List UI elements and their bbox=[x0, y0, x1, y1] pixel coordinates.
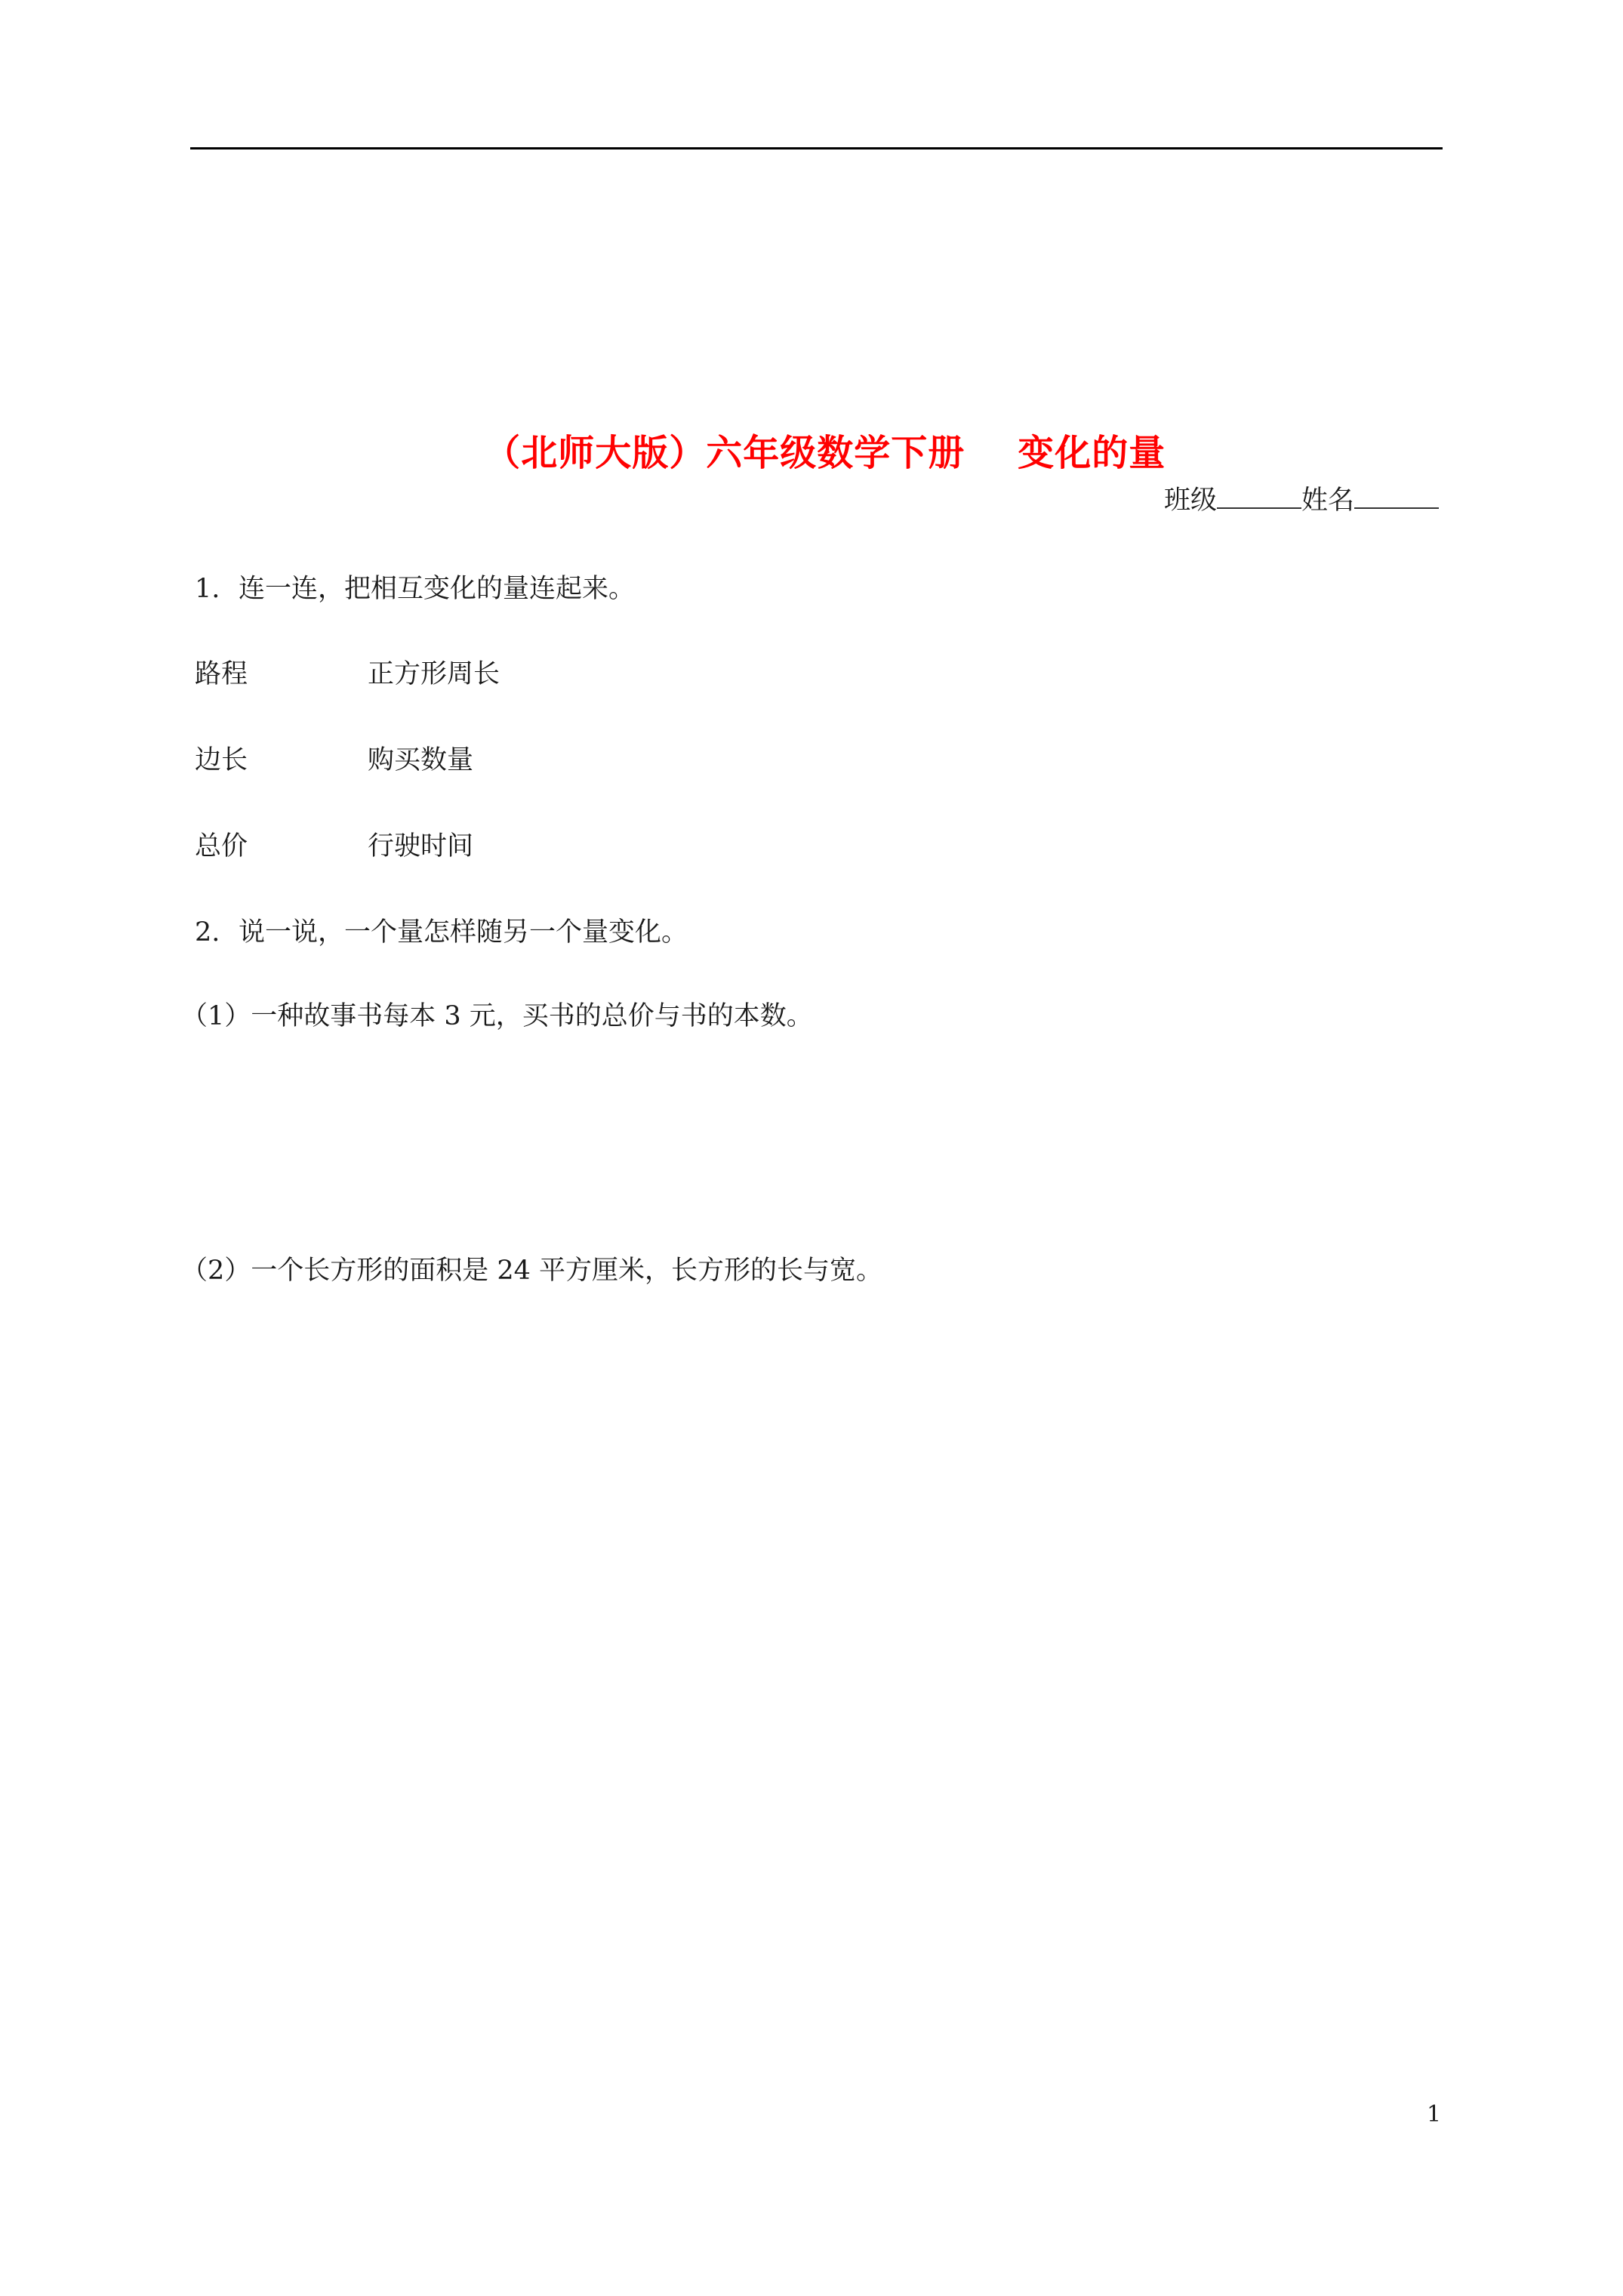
class-blank bbox=[1217, 485, 1301, 509]
class-label: 班级 bbox=[1163, 485, 1217, 516]
question-2 bbox=[195, 911, 688, 949]
right-item-2: 行驶时间 bbox=[368, 831, 474, 861]
right-item-0: 正方形周长 bbox=[368, 659, 500, 689]
question-1-number: 1. bbox=[195, 574, 220, 604]
left-item-0: 路程 bbox=[195, 659, 248, 689]
question-2-number: 2. bbox=[195, 917, 220, 948]
left-item-2: 总价 bbox=[195, 831, 248, 861]
class-name-line bbox=[1164, 479, 1439, 517]
question-2-prompt: 说一说，一个量怎样随另一个量变化。 bbox=[239, 917, 688, 948]
document-title bbox=[0, 381, 1623, 476]
question-2-sub-2: （2）一个长方形的面积是 24 平方厘米，长方形的长与宽。 bbox=[181, 1256, 883, 1286]
name-label: 姓名 bbox=[1301, 485, 1354, 516]
title-main: （北师大版）六年级数学下册 bbox=[484, 432, 965, 474]
name-blank bbox=[1354, 485, 1439, 509]
title-topic: 变化的量 bbox=[1018, 432, 1166, 474]
question-1 bbox=[195, 568, 635, 606]
page-number: 1 bbox=[1427, 2101, 1442, 2128]
question-2-sub-1: （1）一种故事书每本 3 元，买书的总价与书的本数。 bbox=[181, 1001, 813, 1031]
header-rule bbox=[190, 147, 1443, 149]
right-item-1: 购买数量 bbox=[368, 745, 474, 775]
question-1-prompt: 连一连，把相互变化的量连起来。 bbox=[239, 574, 636, 604]
left-item-1: 边长 bbox=[195, 745, 248, 775]
